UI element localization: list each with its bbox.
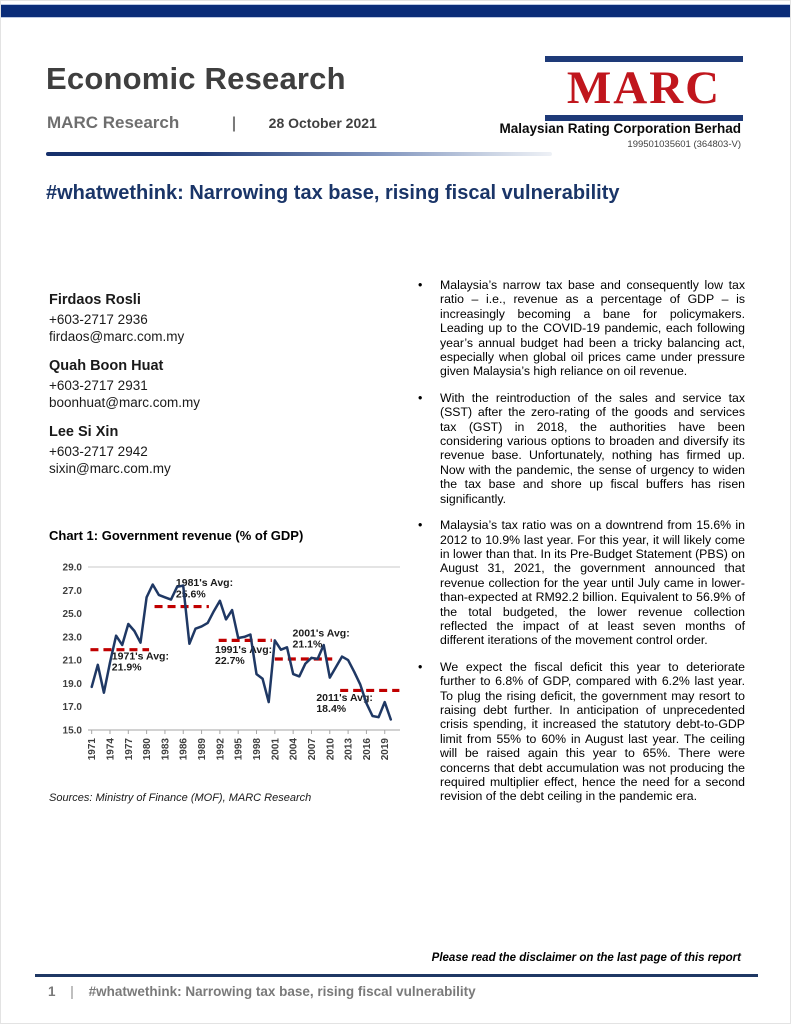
svg-text:1971: 1971	[87, 738, 99, 761]
author-phone: +603-2717 2931	[49, 378, 148, 393]
svg-text:1991's Avg:: 1991's Avg:	[214, 644, 273, 657]
bullet-item	[409, 518, 745, 648]
svg-text:2007: 2007	[306, 738, 318, 761]
author-name: Lee Si Xin	[49, 424, 119, 440]
svg-text:2010: 2010	[325, 738, 337, 761]
svg-text:2001's Avg:: 2001's Avg:	[292, 627, 350, 640]
svg-text:1983: 1983	[160, 738, 172, 761]
svg-text:23.0: 23.0	[62, 632, 82, 644]
summary-bullets	[409, 278, 745, 816]
author-contact	[49, 424, 359, 477]
svg-text:27.0: 27.0	[62, 585, 82, 597]
bullet-text: Malaysia’s tax ratio was on a downtrend from 15.6% in 2012 to 10.9% last year. For this year, it will likely come in lower than that. In its Pre-Budget Statement (PBS) on August 31, 2021, the government announced that revenue collection for the year until July came in lower-than-expected at RM92.2 billion. Equivalent to 56.9% of the total budgeted, the lower revenue collection reflected the impact of at least seven months of different iterations of the movement control order.	[440, 518, 745, 648]
footer-separator: |	[70, 984, 74, 999]
svg-text:2004: 2004	[288, 738, 300, 761]
svg-text:25.0: 25.0	[62, 609, 82, 621]
author-email: sixin@marc.com.my	[49, 461, 171, 476]
chart-sources: Sources: Ministry of Finance (MOF), MARC Research	[49, 792, 312, 804]
company-registration: 199501035601 (364803-V)	[627, 139, 741, 150]
svg-text:2019: 2019	[380, 738, 392, 761]
bullet-marker: •	[418, 390, 423, 405]
author-name: Firdaos Rosli	[49, 292, 141, 308]
author-contact	[49, 358, 359, 411]
svg-text:1981's Avg:: 1981's Avg:	[175, 577, 234, 590]
bullet-item	[409, 660, 745, 804]
svg-text:1977: 1977	[123, 738, 135, 761]
research-team-label: MARC Research	[47, 113, 180, 132]
chart-title: Chart 1: Government revenue (% of GDP)	[49, 528, 304, 543]
bullet-marker: •	[418, 518, 423, 533]
bullet-marker: •	[418, 278, 423, 292]
author-phone: +603-2717 2942	[49, 444, 148, 459]
revenue-line-chart	[46, 549, 404, 781]
svg-text:2001: 2001	[270, 738, 282, 761]
bullet-item	[409, 391, 745, 506]
svg-text:2013: 2013	[343, 738, 355, 761]
page-number: 1	[48, 984, 56, 999]
bullet-text: We expect the fiscal deficit this year to deteriorate further to 6.8% of GDP, compared with 6.2% last year. To plug the rising deficit, the government may resort to raising debt further. In anticipation of unprecedented crisis spending, it increased the statutory debt-to-GDP limit from 55% to 60% in August last year. The ceiling will be raised again this year to 65%. There were concerns that debt accumulation was not producing the required multiplier effect, hence the need for a second revision of the debt ceiling in the pandemic era.	[440, 659, 745, 804]
svg-text:2011's Avg:: 2011's Avg:	[316, 691, 373, 704]
svg-text:19.0: 19.0	[62, 678, 82, 690]
bullet-text: Malaysia’s narrow tax base and consequently low tax ratio – i.e., revenue as a percentage of GDP – is increasingly becoming a bane for policymakers. Leading up to the COVID-19 pandemic, each following year’s annual budget had been a tricky balancing act, especially when global oil prices came under pressure given Malaysia’s high reliance on oil revenue.	[440, 278, 745, 379]
marc-logo	[545, 56, 743, 121]
author-name: Quah Boon Huat	[49, 358, 164, 374]
bullet-marker: •	[418, 659, 423, 674]
svg-text:21.9%: 21.9%	[111, 661, 142, 674]
svg-text:1971's Avg:: 1971's Avg:	[111, 650, 169, 663]
svg-text:1998: 1998	[252, 738, 264, 761]
meta-separator: |	[231, 115, 237, 132]
bullet-text: With the reintroduction of the sales and service tax (SST) after the zero-rating of the goods and services tax (GST) in 2018, the authorities have been considering various options to broaden and diversify its revenue base. Unfortunately, nothing has firmed up. Now with the pandemic, the sense of urgency to widen the tax base and shore up fiscal buffers has risen significantly.	[440, 390, 745, 506]
report-date: 28 October 2021	[268, 115, 377, 131]
footer-report-title: #whatwethink: Narrowing tax base, rising fiscal vulnerability	[88, 984, 476, 999]
svg-text:15.0: 15.0	[62, 725, 82, 737]
svg-text:25.6%: 25.6%	[175, 588, 206, 601]
authors-block	[49, 292, 359, 490]
header-divider	[46, 152, 552, 156]
svg-text:1995: 1995	[233, 738, 245, 761]
svg-text:1989: 1989	[197, 738, 209, 761]
svg-text:1986: 1986	[178, 738, 190, 761]
svg-text:18.4%: 18.4%	[316, 702, 347, 715]
footer-divider	[35, 974, 758, 977]
svg-text:21.0: 21.0	[62, 655, 82, 667]
svg-text:1992: 1992	[215, 738, 227, 761]
svg-text:21.1%: 21.1%	[292, 638, 323, 651]
document-meta	[47, 113, 377, 133]
document-title: Economic Research	[46, 61, 346, 96]
svg-text:2016: 2016	[361, 738, 373, 761]
svg-text:29.0: 29.0	[62, 562, 82, 574]
report-title: #whatwethink: Narrowing tax base, rising fiscal vulnerability	[46, 182, 620, 204]
author-email: firdaos@marc.com.my	[49, 329, 185, 344]
logo-wordmark: MARC	[566, 62, 722, 114]
bullet-item	[409, 278, 745, 379]
svg-text:1980: 1980	[142, 738, 154, 761]
author-phone: +603-2717 2936	[49, 312, 148, 327]
top-navy-bar	[1, 4, 790, 18]
author-email: boonhuat@marc.com.my	[49, 395, 201, 410]
svg-text:22.7%: 22.7%	[214, 655, 245, 668]
disclaimer-note: Please read the disclaimer on the last page of this report	[431, 952, 741, 964]
company-name: Malaysian Rating Corporation Berhad	[499, 121, 741, 136]
author-contact	[49, 292, 359, 345]
svg-text:17.0: 17.0	[62, 702, 82, 714]
page-footer	[48, 984, 476, 999]
svg-text:1974: 1974	[105, 738, 117, 761]
